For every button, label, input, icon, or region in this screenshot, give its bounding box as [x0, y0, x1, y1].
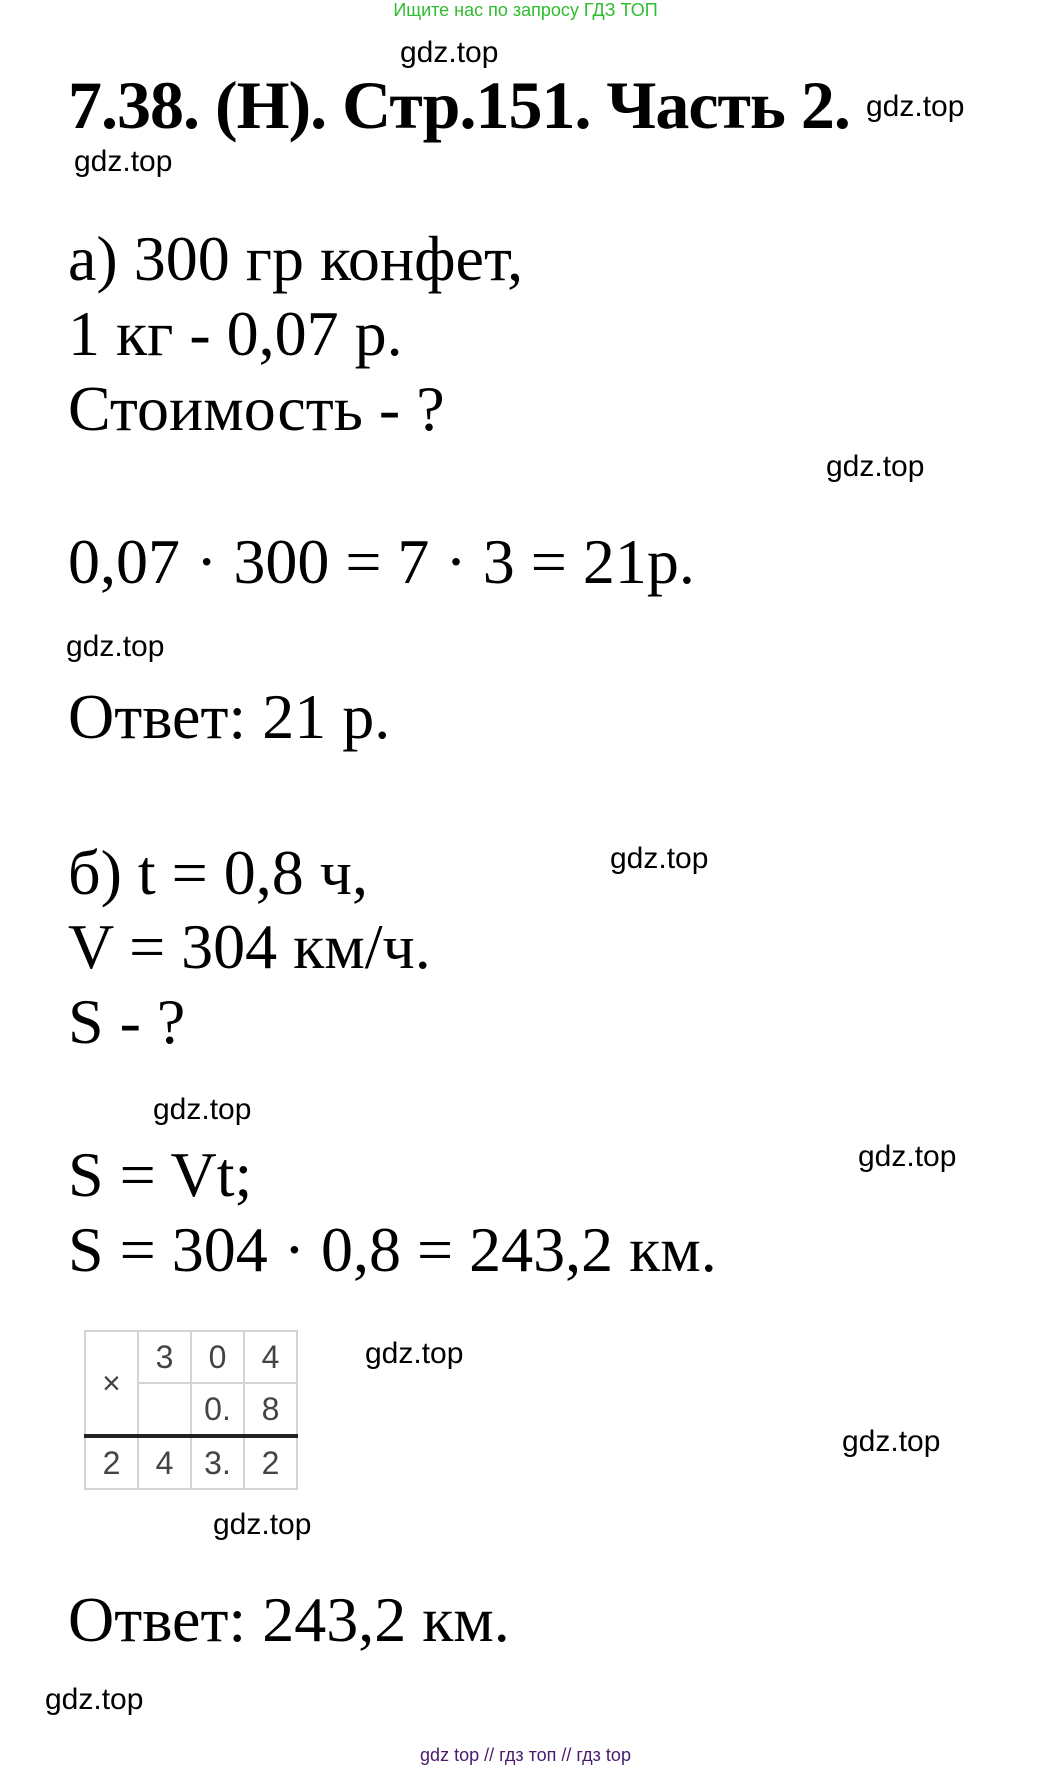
result-digit: 2	[244, 1436, 297, 1489]
part-a-line2: 1 кг - 0,07 р.	[68, 298, 403, 369]
part-b-formula: S = Vt;	[68, 1139, 253, 1210]
watermark: gdz.top	[400, 36, 499, 69]
part-b-line3: S - ?	[68, 986, 186, 1057]
page-title: 7.38. (Н). Стр.151. Часть 2.	[68, 67, 850, 143]
multiply-sign: ×	[85, 1331, 138, 1436]
part-b-answer: Ответ: 243,2 км.	[68, 1584, 510, 1655]
column-multiplication	[84, 1330, 298, 1490]
watermark: gdz.top	[153, 1093, 252, 1126]
part-a-line3: Стоимость - ?	[68, 373, 445, 444]
watermark: gdz.top	[45, 1683, 144, 1716]
watermark: gdz.top	[213, 1508, 312, 1541]
digit: 0.	[191, 1383, 244, 1436]
digit	[138, 1383, 191, 1436]
part-b-line1: б) t = 0,8 ч,	[68, 837, 368, 908]
part-a-line1: а) 300 гр конфет,	[68, 223, 524, 294]
digit: 4	[244, 1331, 297, 1383]
watermark: gdz.top	[610, 842, 709, 875]
digit: 3	[138, 1331, 191, 1383]
footer-links: gdz top // гдз топ // гдз top	[420, 1745, 631, 1765]
watermark: gdz.top	[74, 145, 173, 178]
part-a-answer: Ответ: 21 р.	[68, 681, 391, 752]
digit: 8	[244, 1383, 297, 1436]
watermark: gdz.top	[866, 90, 965, 123]
watermark: gdz.top	[858, 1140, 957, 1173]
search-banner: Ищите нас по запросу ГДЗ ТОП	[393, 0, 658, 20]
part-b-line2: V = 304 км/ч.	[68, 911, 431, 982]
digit: 0	[191, 1331, 244, 1383]
watermark: gdz.top	[365, 1337, 464, 1370]
result-digit: 2	[85, 1436, 138, 1489]
part-b-calc: S = 304 · 0,8 = 243,2 км.	[68, 1214, 717, 1285]
part-a-calc: 0,07 · 300 = 7 · 3 = 21р.	[68, 526, 695, 597]
result-digit: 3.	[191, 1436, 244, 1489]
watermark: gdz.top	[826, 450, 925, 483]
watermark: gdz.top	[842, 1425, 941, 1458]
result-digit: 4	[138, 1436, 191, 1489]
watermark: gdz.top	[66, 630, 165, 663]
